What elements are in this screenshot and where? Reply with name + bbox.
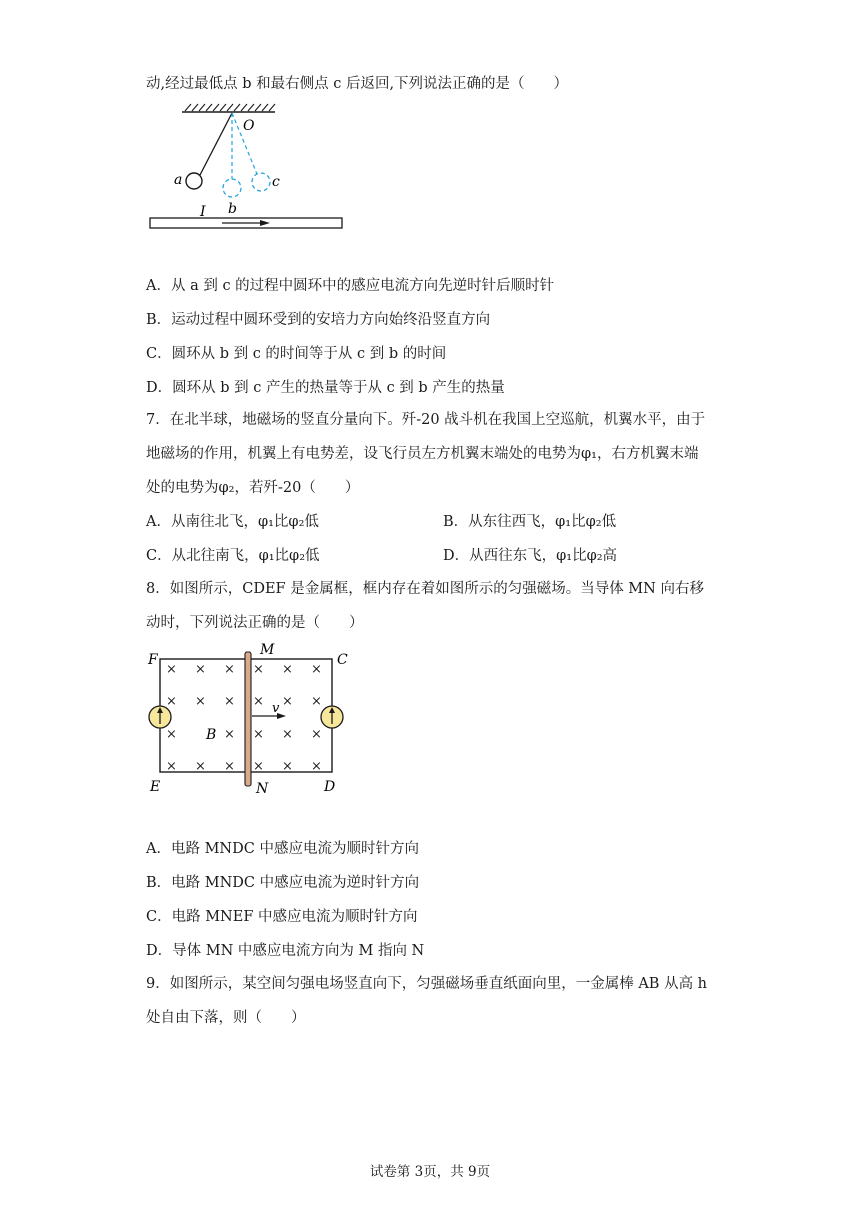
svg-text:×: × [166,662,177,677]
svg-text:×: × [282,759,293,774]
q6-option-a: A．从 a 到 c 的过程中圆环中的感应电流方向先逆时针后顺时针 [146,278,555,294]
label-M: M [260,642,275,658]
q7-stem-line2: 地磁场的作用，机翼上有电势差，设飞行员左方机翼末端处的电势为φ₁，右方机翼末端 [146,446,699,462]
q8-option-d: D．导体 MN 中感应电流方向为 M 指向 N [146,943,425,959]
svg-text:×: × [253,662,264,677]
conductor-rod-mn [245,652,251,786]
label-I: I [200,204,206,220]
label-E: E [150,779,161,795]
svg-text:×: × [166,727,177,742]
q6-stem: 动,经过最低点 b 和最右侧点 c 后返回,下列说法正确的是（ ） [146,76,569,92]
label-b: b [228,201,237,217]
label-v: v [272,701,280,716]
svg-text:×: × [253,694,264,709]
svg-text:×: × [224,662,235,677]
q6-option-c: C．圆环从 b 到 c 的时间等于从 c 到 b 的时间 [146,346,447,362]
svg-text:×: × [311,727,322,742]
q7-stem-line3: 处的电势为φ₂，若歼-20（ ） [146,480,360,496]
svg-text:×: × [282,662,293,677]
label-N: N [256,781,269,797]
label-B: B [206,727,217,743]
q8-option-a: A．电路 MNDC 中感应电流为顺时针方向 [146,841,419,857]
label-F: F [148,652,158,668]
svg-text:×: × [282,727,293,742]
q7-stem-line1: 7．在北半球，地磁场的竖直分量向下。歼-20 战斗机在我国上空巡航，机翼水平，由于 [146,412,706,428]
q9-stem-line2: 处自由下落，则（ ） [146,1010,306,1026]
svg-text:×: × [195,662,206,677]
label-a: a [174,172,183,188]
svg-text:×: × [224,759,235,774]
svg-text:×: × [311,662,322,677]
q7-option-c: C．从北往南飞，φ₁比φ₂低 [146,548,320,564]
svg-text:×: × [253,759,264,774]
svg-text:×: × [195,759,206,774]
svg-text:×: × [311,759,322,774]
svg-text:×: × [224,694,235,709]
label-O: O [243,118,255,134]
ring-b [223,179,241,197]
q8-stem-line1: 8．如图所示，CDEF 是金属框，框内存在着如图所示的匀强磁场。当导体 MN 向右移 [146,581,704,597]
ring-c [252,173,270,191]
page-footer: 试卷第 3页，共 9页 [369,1164,491,1180]
pendulum-string-a [200,113,232,175]
q7-option-d: D．从西往东飞，φ₁比φ₂高 [443,548,618,564]
ring-a [186,173,202,189]
magnetic-field-crosses [166,662,322,774]
q8-stem-line2: 动时，下列说法正确的是（ ） [146,615,364,631]
q8-option-c: C．电路 MNEF 中感应电流为顺时针方向 [146,909,418,925]
q6-option-b: B．运动过程中圆环受到的安培力方向始终沿竖直方向 [146,312,491,328]
svg-text:×: × [195,694,206,709]
q6-option-d: D．圆环从 b 到 c 产生的热量等于从 c 到 b 产生的热量 [146,380,505,396]
svg-text:×: × [166,694,177,709]
circuit-figure [140,638,355,803]
pendulum-figure [140,100,355,235]
svg-text:×: × [166,759,177,774]
svg-text:×: × [253,727,264,742]
svg-text:×: × [311,694,322,709]
ceiling-hatch [185,104,275,111]
svg-text:×: × [224,727,235,742]
svg-text:×: × [282,694,293,709]
q7-option-a: A．从南往北飞，φ₁比φ₂低 [146,514,319,530]
q8-option-b: B．电路 MNDC 中感应电流为逆时针方向 [146,875,420,891]
label-C: C [337,652,348,668]
label-D: D [324,779,336,795]
q9-stem-line1: 9．如图所示，某空间匀强电场竖直向下，匀强磁场垂直纸面向里，一金属棒 AB 从高 h [146,976,708,992]
q7-option-b: B．从东往西飞，φ₁比φ₂低 [443,514,617,530]
label-c: c [272,174,280,190]
